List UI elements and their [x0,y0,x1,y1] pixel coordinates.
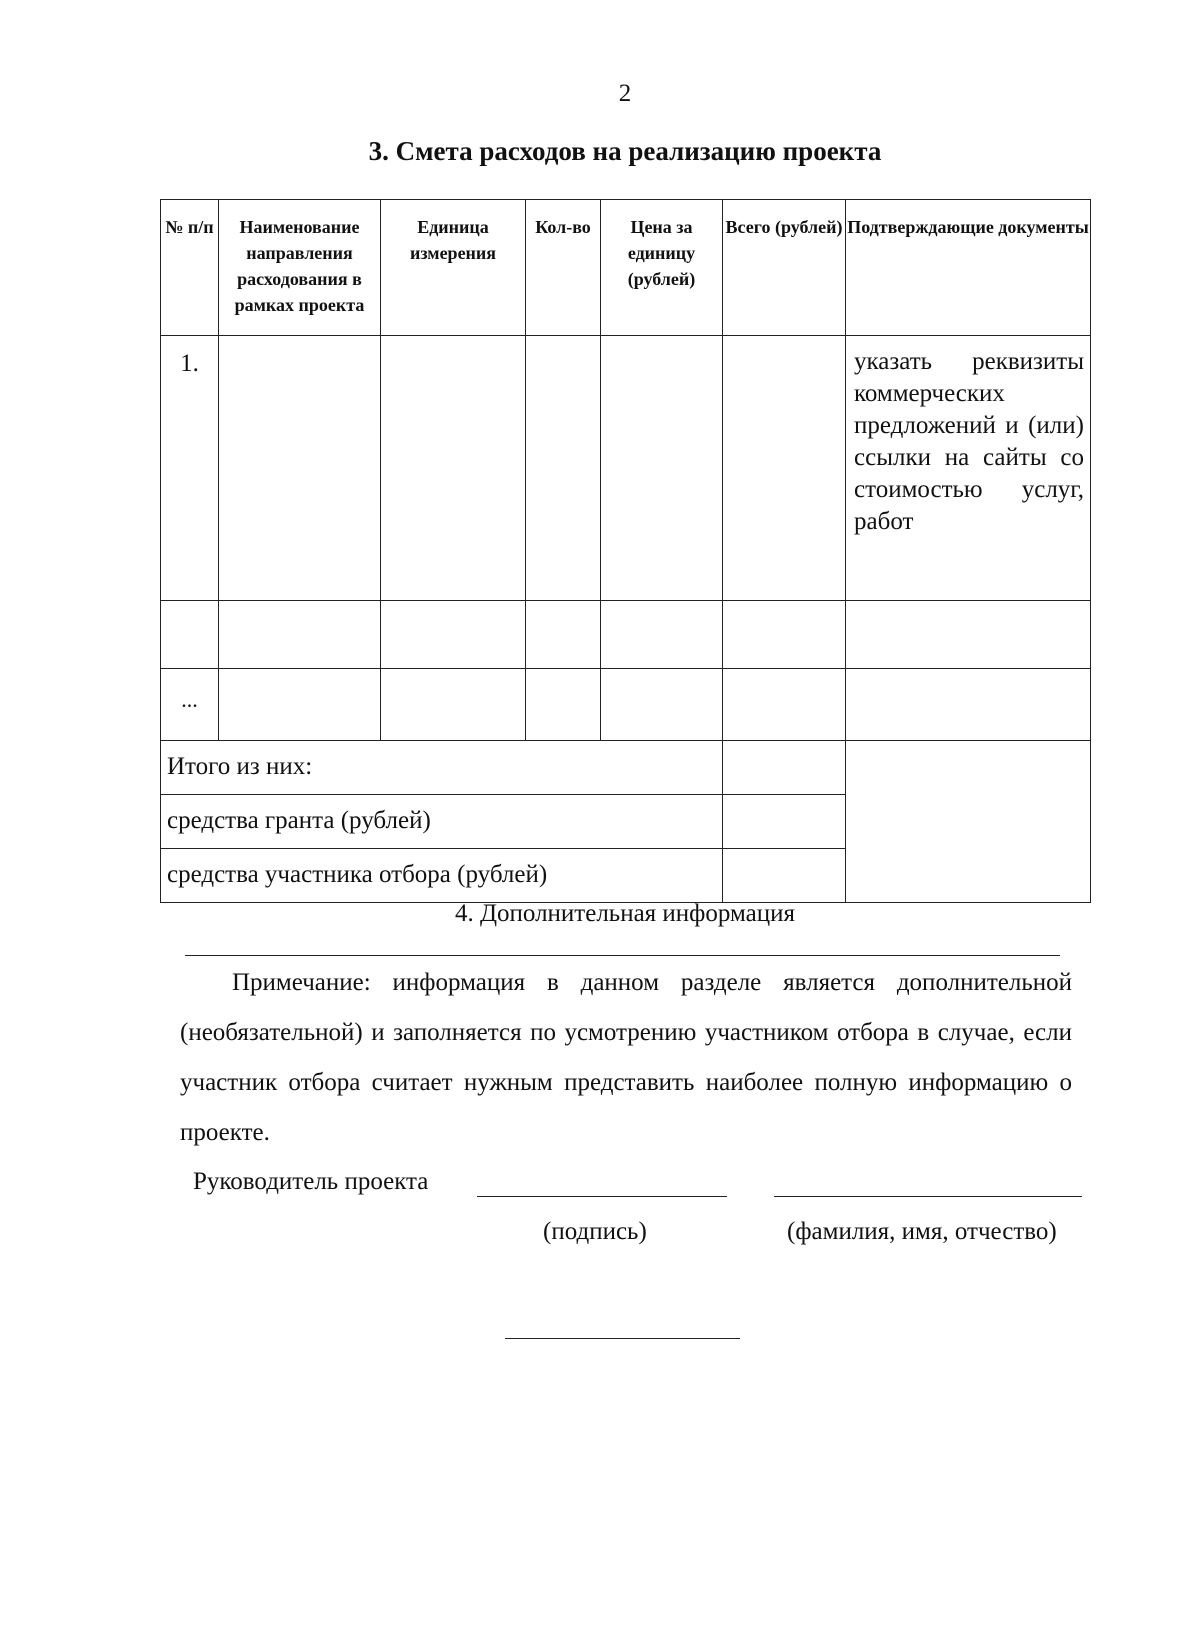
signature-label: Руководитель проекта [193,1168,429,1195]
cell-total [723,336,846,601]
row-number: 1. [161,336,219,601]
cell-documents: указать реквизиты коммерческих предложений и (или) ссылки на сайты со стоимостью услуг, работ [846,336,1091,601]
header-expense-direction: Наименование направления расходования в рамках проекта [219,200,381,336]
cell-unit [381,601,526,669]
cell-documents [846,601,1091,669]
full-name-line [774,1196,1082,1197]
signature-line [477,1196,727,1197]
budget-table [160,199,1091,903]
header-unit: Единица измерения [381,200,526,336]
end-of-document-line [505,1338,740,1339]
summary-value-participant [723,849,846,903]
full-name-caption: (фамилия, имя, отчество) [787,1218,1057,1245]
header-documents: Подтверждающие документы [846,200,1091,336]
cell-unit-price [601,336,723,601]
header-unit-price: Цена за единицу (рублей) [601,200,723,336]
summary-value-total [723,741,846,795]
signature-caption: (подпись) [543,1218,647,1245]
row-number [161,601,219,669]
summary-label-total: Итого из них: [161,741,723,795]
cell-unit-price [601,601,723,669]
summary-value-grant [723,795,846,849]
table-header-row [161,200,1091,336]
cell-expense-direction [219,336,381,601]
section-divider-line [185,955,1060,956]
cell-quantity [526,669,601,741]
page-number: 2 [618,80,632,107]
summary-label-grant: средства гранта (рублей) [161,795,723,849]
summary-label-participant: средства участника отбора (рублей) [161,849,723,903]
cell-expense-direction [219,669,381,741]
summary-documents-cell [846,741,1091,903]
cell-quantity [526,601,601,669]
cell-unit [381,669,526,741]
row-number: ... [161,669,219,741]
table-row [161,601,1091,669]
section-title-additional-info: 4. Дополнительная информация [454,900,796,927]
summary-row-total [161,741,1091,795]
cell-documents [846,669,1091,741]
table-row [161,336,1091,601]
section-title-budget: 3. Смета расходов на реализацию проекта [368,136,882,166]
cell-unit-price [601,669,723,741]
header-quantity: Кол-во [526,200,601,336]
cell-quantity [526,336,601,601]
cell-total [723,601,846,669]
cell-unit [381,336,526,601]
cell-total [723,669,846,741]
header-total: Всего (рублей) [723,200,846,336]
table-row [161,669,1091,741]
note-paragraph: Примечание: информация в данном разделе является дополнительной (необязательной) и заполняется по усмотрению участником отбора в случае, если участник отбора считает нужным представить наиболее полную информацию о проекте. [180,969,1072,1146]
cell-expense-direction [219,601,381,669]
header-number: № п/п [161,200,219,336]
